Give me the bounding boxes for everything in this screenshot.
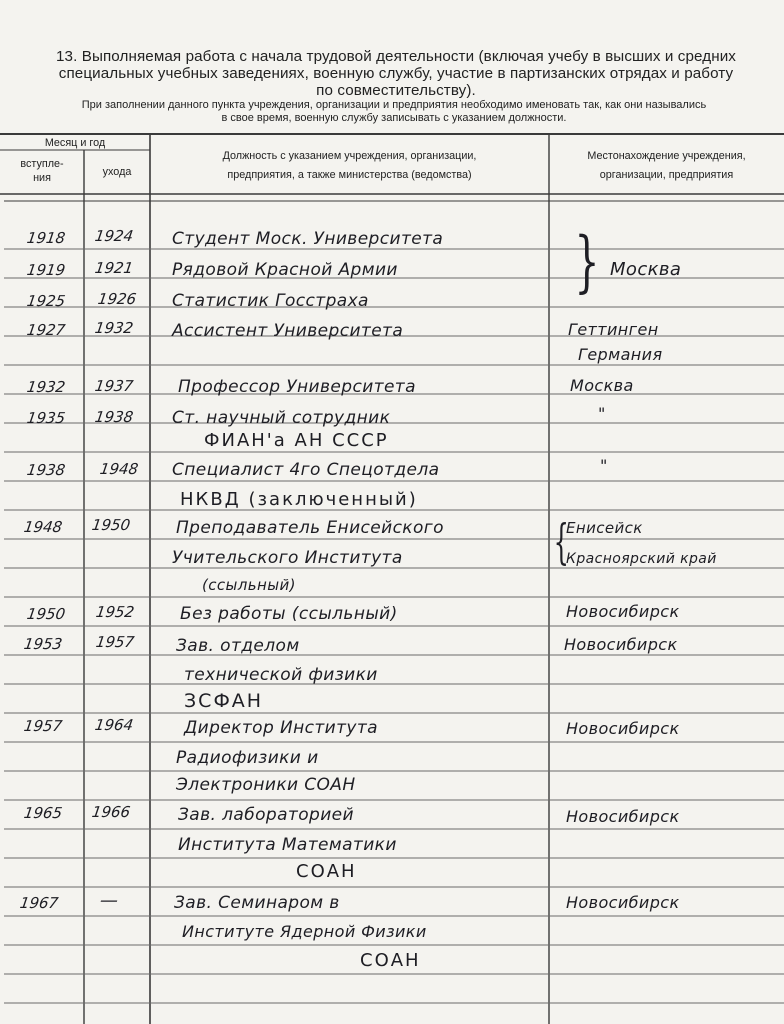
- row-12-start: 1965: [22, 804, 64, 822]
- row-4-location-line-1: Геттинген: [568, 320, 659, 339]
- row-11-position-line-1: Директор Института: [184, 718, 378, 738]
- row-8-start: 1948: [22, 518, 64, 536]
- form-instruction: [4, 99, 784, 124]
- row-8-position-line-3: (ссыльный): [202, 576, 296, 594]
- row-3-start: 1925: [25, 292, 67, 310]
- row-5-position: Профессор Университета: [178, 377, 416, 397]
- row-2-location: Москва: [610, 259, 682, 280]
- row-8-brace: {: [553, 514, 569, 570]
- row-6-end: 1938: [93, 408, 135, 426]
- row-13-location: Новосибирск: [566, 893, 680, 912]
- row-10-location: Новосибирск: [564, 635, 678, 654]
- row-5-location: Москва: [570, 376, 634, 395]
- row-2-end: 1921: [93, 259, 135, 277]
- instruction-line-2: в свое время, военную службу записывать с указанием должности.: [221, 111, 567, 124]
- row-10-start: 1953: [22, 635, 64, 653]
- row-10-position-line-3: ЗСФАН: [184, 690, 264, 712]
- col-header-location: [549, 147, 784, 185]
- row-5-start: 1932: [25, 378, 67, 396]
- form-section-heading: [8, 48, 784, 99]
- row-13-position-line-1: Зав. Семинаром в: [174, 893, 340, 913]
- row-8-location-line-2: Красноярский край: [566, 551, 717, 567]
- row-4-location-line-2: Германия: [578, 345, 663, 364]
- heading-line-2: специальных учебных заведениях, военную службу, участие в партизанских отрядах и работу: [58, 65, 734, 82]
- row-2-start: 1919: [25, 261, 67, 279]
- row-10-end: 1957: [94, 633, 136, 651]
- heading-line-3: по совместительству).: [316, 82, 476, 99]
- row-2-position: Рядовой Красной Армии: [172, 260, 398, 280]
- row-7-position-line-1: Специалист 4го Спецотдела: [172, 460, 440, 480]
- row-1-3-brace: }: [574, 223, 600, 300]
- row-13-start: 1967: [18, 894, 60, 912]
- row-12-position-line-1: Зав. лабораторией: [178, 805, 354, 825]
- row-3-end: 1926: [96, 290, 138, 308]
- row-8-position-line-2: Учительского Института: [172, 548, 403, 568]
- row-6-position-line-2: ФИАН'а АН СССР: [204, 430, 389, 451]
- heading-line-1: 13. Выполняемая работа с начала трудовой деятельности (включая учебу в высших и средних: [56, 48, 736, 65]
- row-10-position-line-2: технической физики: [184, 665, 378, 685]
- row-5-end: 1937: [93, 377, 135, 395]
- row-10-position-line-1: Зав. отделом: [176, 636, 300, 656]
- col-header-location-line-1: Местонахождение учреждения,: [587, 150, 746, 162]
- row-13-position-line-2: Институте Ядерной Физики: [182, 922, 427, 941]
- row-12-position-line-2: Института Математики: [178, 835, 397, 855]
- row-13-end: —: [98, 890, 120, 911]
- row-4-position: Ассистент Университета: [172, 321, 404, 341]
- col-header-position-line-2: предприятия, а также министерства (ведомства): [227, 169, 472, 181]
- row-11-start: 1957: [22, 717, 64, 735]
- col-header-month-year: Месяц и год: [44, 137, 106, 149]
- row-1-position: Студент Моск. Университета: [172, 229, 444, 249]
- row-11-position-line-2: Радиофизики и: [176, 748, 319, 768]
- row-12-position-line-3: СОАН: [296, 861, 357, 882]
- row-6-position-line-1: Ст. научный сотрудник: [172, 408, 391, 428]
- row-6-start: 1935: [25, 409, 67, 427]
- row-3-position: Статистик Госстраха: [172, 291, 369, 311]
- col-header-exit: ухода: [102, 166, 132, 178]
- row-12-location: Новосибирск: [566, 807, 680, 826]
- instruction-line-1: При заполнении данного пункта учреждения, организации и предприятия необходимо именовать так, как они назывались: [81, 99, 707, 111]
- row-9-end: 1952: [94, 603, 136, 621]
- row-4-end: 1932: [93, 319, 135, 337]
- row-9-location: Новосибирск: [566, 602, 680, 621]
- row-1-start: 1918: [25, 229, 67, 247]
- col-header-entry-line-2: ния: [33, 172, 51, 184]
- col-header-position: [150, 147, 549, 185]
- row-6-location: ": [598, 404, 606, 423]
- row-13-position-line-3: СОАН: [360, 950, 421, 971]
- col-header-location-line-2: организации, предприятия: [599, 169, 734, 181]
- row-7-location: ": [600, 456, 608, 475]
- row-8-location-line-1: Енисейск: [566, 519, 643, 537]
- row-9-start: 1950: [25, 605, 67, 623]
- col-header-position-line-1: Должность с указанием учреждения, организации,: [222, 150, 477, 162]
- col-header-entry: [0, 157, 84, 185]
- row-11-location: Новосибирск: [566, 719, 680, 738]
- row-11-end: 1964: [93, 716, 135, 734]
- row-8-end: 1950: [90, 516, 132, 534]
- row-8-position-line-1: Преподаватель Енисейского: [176, 518, 444, 538]
- col-header-entry-line-1: вступле-: [20, 158, 64, 170]
- row-7-start: 1938: [25, 461, 67, 479]
- row-7-end: 1948: [98, 460, 140, 478]
- row-1-end: 1924: [93, 227, 135, 245]
- row-4-start: 1927: [25, 321, 67, 339]
- row-9-position: Без работы (ссыльный): [180, 604, 398, 624]
- row-12-end: 1966: [90, 803, 132, 821]
- row-11-position-line-3: Электроники СОАН: [176, 775, 356, 795]
- row-7-position-line-2: НКВД (заключенный): [180, 489, 418, 510]
